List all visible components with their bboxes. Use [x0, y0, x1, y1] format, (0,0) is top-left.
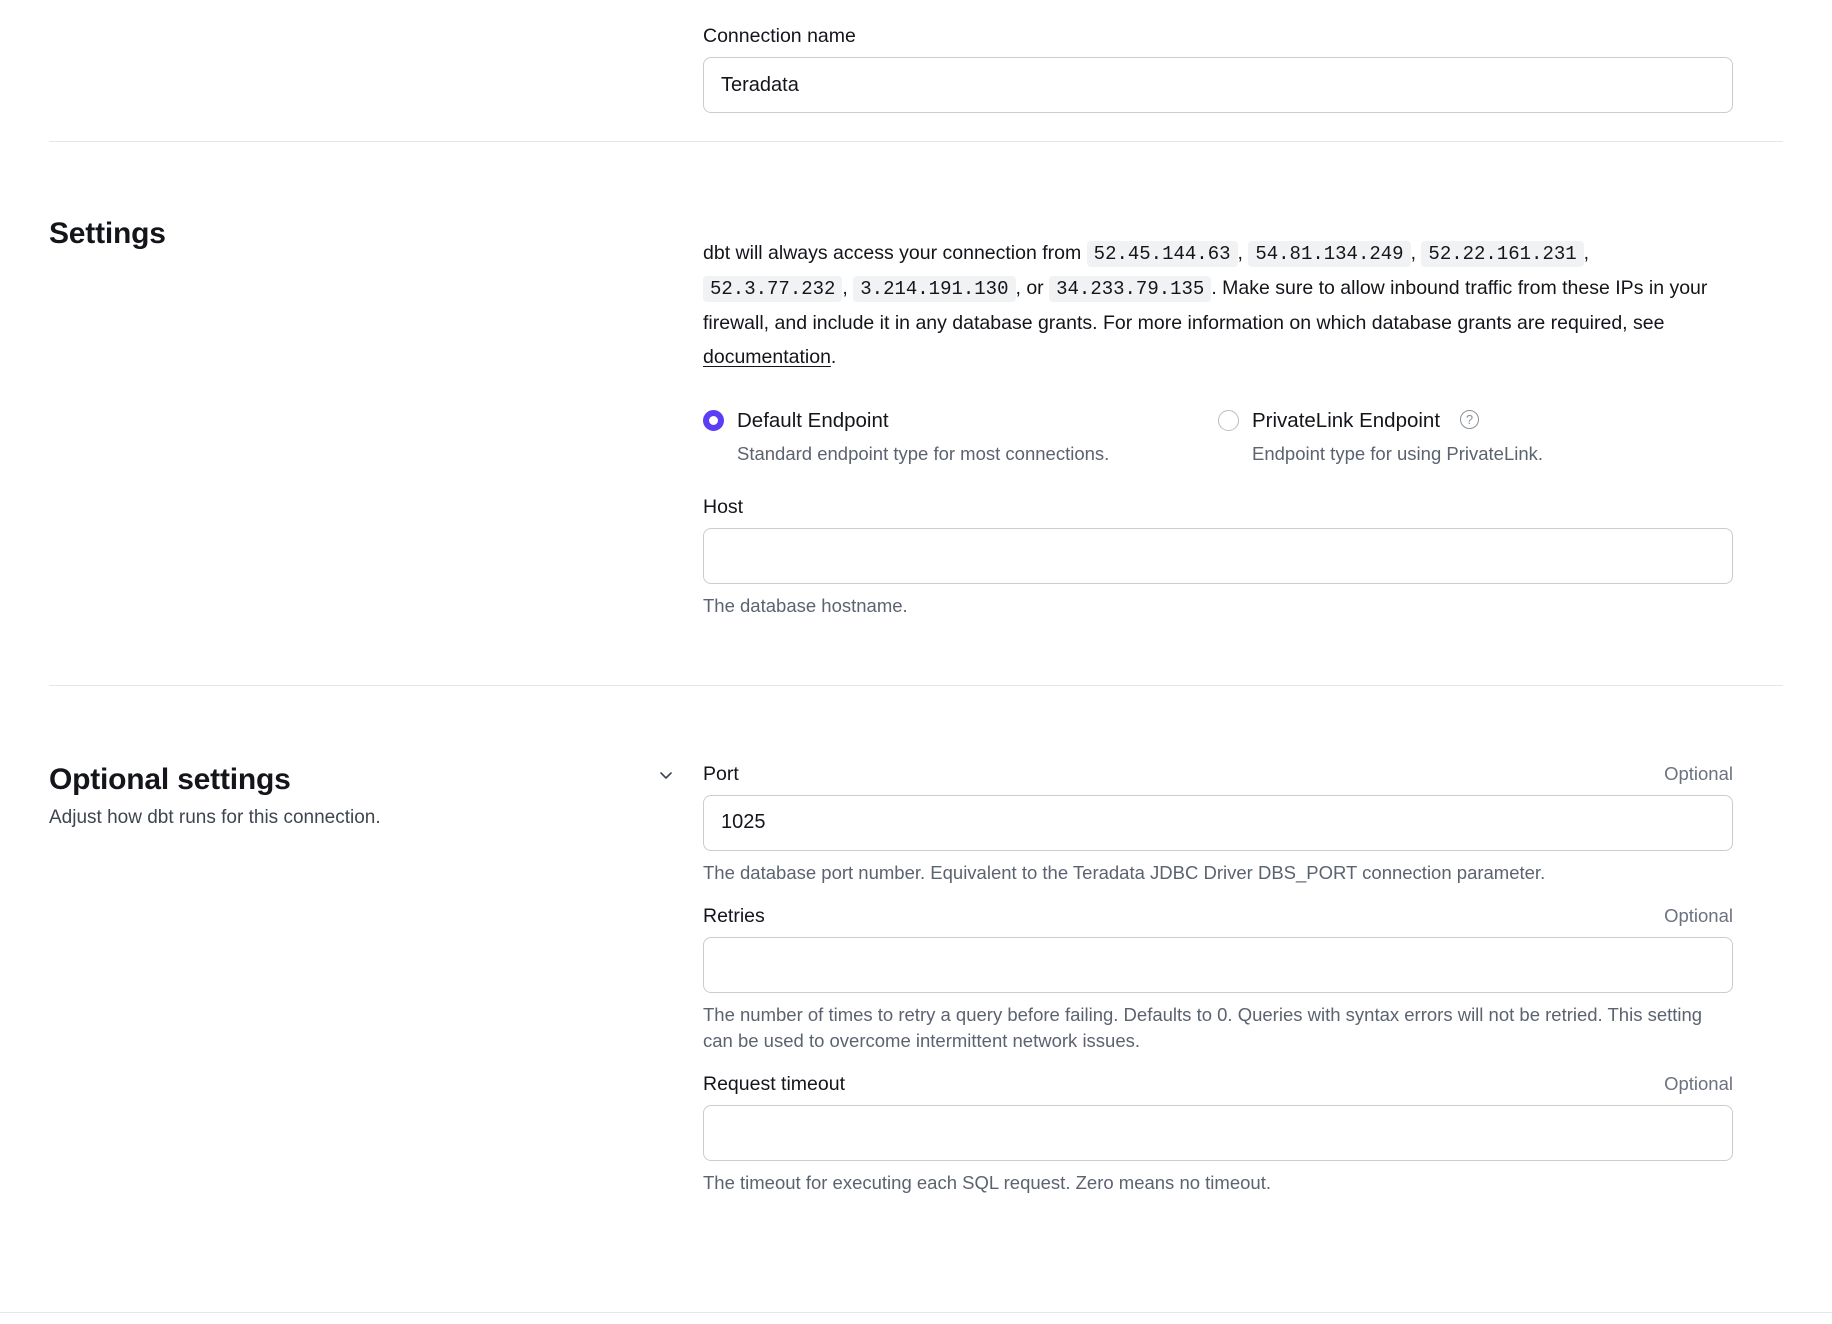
- host-label-row: [703, 495, 1733, 519]
- comma: ,: [842, 276, 848, 299]
- retries-label: Retries: [703, 904, 765, 927]
- optional-settings-title: Optional settings: [49, 762, 291, 796]
- radio-privatelink-endpoint-description: Endpoint type for using PrivateLink.: [1252, 442, 1544, 464]
- host-label: Host: [703, 495, 744, 518]
- comma: ,: [1237, 241, 1243, 264]
- connection-name-input[interactable]: [703, 57, 1733, 113]
- settings-title: Settings: [49, 217, 166, 250]
- request-timeout-label-row: [703, 1072, 1733, 1096]
- optional-settings-section: [0, 686, 1832, 1244]
- port-label: Port: [703, 762, 739, 785]
- retries-field: [703, 904, 1733, 1054]
- intro-or: , or: [1015, 276, 1044, 299]
- intro-suffix: . Make sure to allow inbound traffic from these IPs in your firewall, and include it in any database grants. For more information on which database grants are required, see: [703, 276, 1708, 334]
- radio-default-endpoint[interactable]: [703, 410, 724, 431]
- connection-name-left-column: [49, 24, 703, 113]
- endpoint-option-default-head: [703, 408, 1218, 434]
- endpoint-option-privatelink[interactable]: [1218, 408, 1733, 467]
- request-timeout-helper-text: The timeout for executing each SQL request. Zero means no timeout.: [703, 1171, 1271, 1193]
- connection-name-label: Connection name: [703, 25, 856, 47]
- host-helper-text: The database hostname.: [703, 594, 908, 616]
- settings-right-column: [703, 216, 1781, 619]
- port-field: [703, 762, 1733, 886]
- ip-address-4: 52.3.77.232: [703, 276, 842, 302]
- ip-address-2: 54.81.134.249: [1248, 241, 1410, 267]
- intro-prefix: dbt will always access your connection from: [703, 241, 1082, 264]
- intro-period: .: [830, 345, 837, 368]
- connection-name-right-column: [703, 24, 1781, 113]
- ip-address-3: 52.22.161.231: [1421, 241, 1583, 267]
- endpoint-option-default[interactable]: [703, 408, 1218, 467]
- optional-settings-left-column: [49, 762, 703, 1196]
- port-helper-text: The database port number. Equivalent to the Teradata JDBC Driver DBS_PORT connection parameter.: [703, 861, 1546, 883]
- radio-default-endpoint-label: Default Endpoint: [737, 408, 889, 432]
- request-timeout-field: [703, 1072, 1733, 1196]
- connection-name-label-row: [703, 24, 1733, 48]
- comma: ,: [1583, 241, 1590, 264]
- host-input[interactable]: [703, 528, 1733, 584]
- request-timeout-input[interactable]: [703, 1105, 1733, 1161]
- request-timeout-optional-tag: Optional: [1664, 1072, 1733, 1094]
- port-label-row: [703, 762, 1733, 786]
- retries-label-row: [703, 904, 1733, 928]
- spacer: [0, 113, 1832, 141]
- port-optional-tag: Optional: [1664, 762, 1733, 784]
- endpoint-option-privatelink-head: [1218, 408, 1733, 434]
- help-circle-icon[interactable]: ?: [1460, 410, 1479, 429]
- request-timeout-label: Request timeout: [703, 1072, 845, 1095]
- spacer: [703, 1054, 1733, 1072]
- radio-privatelink-endpoint-label: PrivateLink Endpoint: [1252, 408, 1441, 432]
- port-input[interactable]: [703, 795, 1733, 851]
- retries-input[interactable]: [703, 937, 1733, 993]
- page-bottom-edge: [0, 1312, 1832, 1324]
- retries-helper-text: The number of times to retry a query before failing. Defaults to 0. Queries with syntax errors will not be retried. This setting can be used to overcome intermittent network issues.: [703, 1003, 1703, 1051]
- optional-settings-right-column: [703, 762, 1781, 1196]
- connection-name-section: [0, 0, 1832, 113]
- optional-settings-subtitle: Adjust how dbt runs for this connection.: [49, 806, 381, 828]
- settings-intro-paragraph: [703, 236, 1733, 374]
- ip-address-1: 52.45.144.63: [1087, 241, 1238, 267]
- comma: ,: [1410, 241, 1416, 264]
- endpoint-radio-group: [703, 408, 1733, 467]
- documentation-link[interactable]: documentation: [703, 345, 831, 368]
- settings-left-column: [49, 216, 703, 619]
- radio-default-endpoint-description: Standard endpoint type for most connections.: [737, 442, 1110, 464]
- settings-section: [0, 142, 1832, 685]
- host-field: [703, 495, 1733, 619]
- optional-settings-heading-block: [49, 762, 381, 831]
- ip-address-6: 34.233.79.135: [1049, 276, 1211, 302]
- ip-address-5: 3.214.191.130: [853, 276, 1015, 302]
- radio-privatelink-endpoint[interactable]: [1218, 410, 1239, 431]
- retries-optional-tag: Optional: [1664, 904, 1733, 926]
- chevron-down-icon[interactable]: [653, 762, 679, 788]
- spacer: [703, 886, 1733, 904]
